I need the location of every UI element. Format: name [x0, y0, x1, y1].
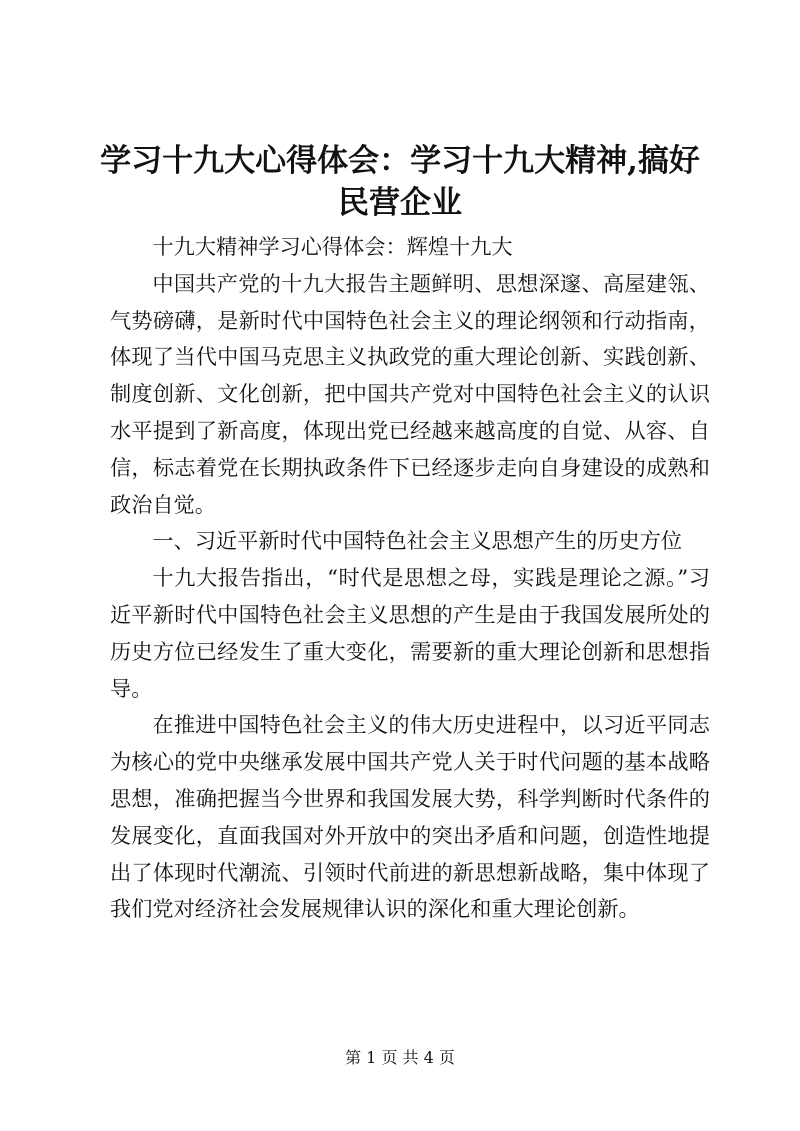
document-title: [100, 140, 700, 224]
title-line-1: 学习十九大心得体会：学习十九大精神,搞好: [100, 143, 700, 179]
title-line-2: 民营企业: [338, 185, 462, 221]
body-paragraph: 中国共产党的十九大报告主题鲜明、思想深邃、高屋建瓴、气势磅礴，是新时代中国特色社会主义的理论纲领和行动指南，体现了当代中国马克思主义执政党的重大理论创新、实践创新、制度创新、文化创新，把中国共产党对中国特色社会主义的认识水平提到了新高度，体现出党已经越来越高度的自觉、从容、自信，标志着党在长期执政条件下已经逐步走向自身建设的成熟和政治自觉。: [110, 270, 710, 517]
section-heading: 一、习近平新时代中国特色社会主义思想产生的历史方位: [152, 528, 683, 554]
body-paragraph: 十九大报告指出，“时代是思想之母，实践是理论之源。”习近平新时代中国特色社会主义思想的产生是由于我国发展所处的历史方位已经发生了重大变化，需要新的重大理论创新和思想指导。: [110, 565, 710, 701]
subtitle-paragraph: 十九大精神学习心得体会：辉煌十九大: [152, 234, 513, 259]
body-paragraph: 在推进中国特色社会主义的伟大历史进程中，以习近平同志为核心的党中央继承发展中国共产党人关于时代问题的基本战略思想，准确把握当今世界和我国发展大势，科学判断时代条件的发展变化，直面我国对外开放中的突出矛盾和问题，创造性地提出了体现时代潮流、引领时代前进的新思想新战略，集中体现了我们党对经济社会发展规律认识的深化和重大理论创新。: [110, 712, 710, 922]
document-body: [110, 229, 710, 928]
page-footer: 第 1 页 共 4 页: [345, 1048, 455, 1067]
